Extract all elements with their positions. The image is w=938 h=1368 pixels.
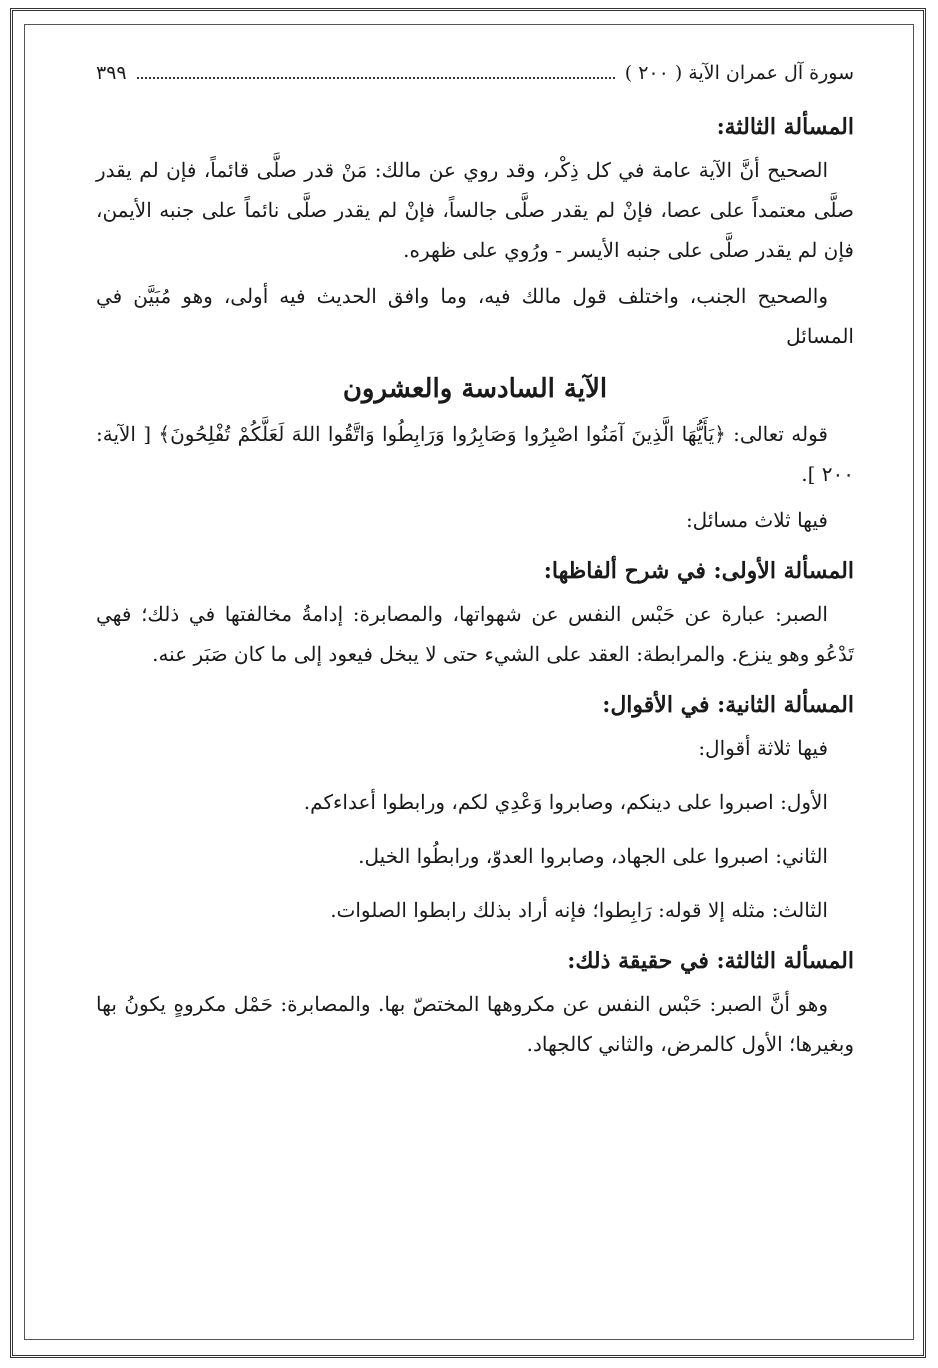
paragraph-reality: وهو أنَّ الصبر: حَبْس النفس عن مكروهها المختصّ بها. والمصابرة: حَمْل مكروهٍ يكونُ بها وبغيرها؛ الأول كالمرض، والثاني كالجهاد. — [96, 992, 854, 1056]
saying-third: الثالث: مثله إلا قوله: رَابِطوا؛ فإنه أراد بذلك رابطوا الصلوات. — [330, 898, 828, 922]
header-leader-dots — [137, 65, 615, 79]
paragraph-side-preference: والصحيح الجنب، واختلف قول مالك فيه، وما وافق الحديث فيه أولى، وهو مُبَيَّن في المسائل — [96, 284, 854, 348]
saying-second: الثاني: اصبروا على الجهاد، وصابروا العدوّ، ورابطُوا الخيل. — [358, 844, 828, 868]
ayah-text: قوله تعالى: ﴿يَأَيُّهَا الَّذِينَ آمَنُوا اصْبِرُوا وَصَابِرُوا وَرَابِطُوا وَاتَّقُوا اللهَ لَعَلَّكُمْ تُفْلِحُونَ﴾ [ الآية: ٢٠٠ ]. — [96, 422, 854, 486]
sayings-intro: فيها ثلاثة أقوال: — [698, 736, 828, 760]
paragraph-prayer-positions: الصحيح أنَّ الآية عامة في كل ذِكْر، وقد روي عن مالك: مَنْ قدر صلَّى قائماً، فإن لم يقدر صلَّى معتمداً على عصا، فإنْ لم يقدر صلَّى جالساً، فإنْ لم يقدر صلَّى نائماً على جنبه الأيمن، فإن لم يقدر صلَّى على جنبه الأيسر - ورُوي على ظهره. — [96, 158, 854, 262]
section-heading-second-issue: المسألة الثانية: في الأقوال: — [602, 692, 854, 718]
paragraph-word-definitions: الصبر: عبارة عن حَبْس النفس عن شهواتها، والمصابرة: إدامةُ مخالفتها في ذلك؛ فهي تَدْعُو وهو ينزع. والمرابطة: العقد على الشيء حتى لا يبخل فيعود إلى ما كان صَبَر عنه. — [96, 602, 854, 666]
running-header — [96, 62, 854, 96]
ayah-title: الآية السادسة والعشرون — [342, 374, 608, 404]
ayah-intro: فيها ثلاث مسائل: — [685, 508, 828, 532]
page-number: ٣٩٩ — [96, 62, 127, 84]
header-title: سورة آل عمران الآية ( ٢٠٠ ) — [624, 62, 854, 84]
section-heading-third-issue: المسألة الثالثة: — [716, 114, 854, 140]
section-heading-first-issue: المسألة الأولى: في شرح ألفاظها: — [543, 558, 854, 584]
section-heading-reality: المسألة الثالثة: في حقيقة ذلك: — [567, 948, 854, 974]
book-page — [96, 62, 854, 1302]
saying-first: الأول: اصبروا على دينكم، وصابروا وَعْدِي لكم، ورابطوا أعداءكم. — [303, 790, 828, 814]
